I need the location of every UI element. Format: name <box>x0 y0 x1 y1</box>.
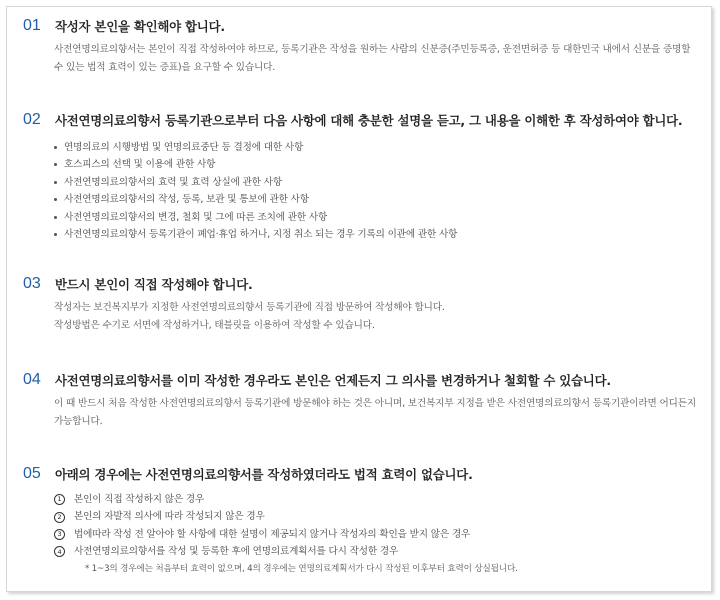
list-item: 연명의료의 시행방법 및 연명의료중단 등 결정에 대한 사항 <box>54 139 699 156</box>
list-item: 3 법에따라 작성 전 알아야 할 사항에 대한 설명이 제공되지 않거나 작성자의 확인을 받지 않은 경우 <box>54 526 699 543</box>
section-number: 04 <box>23 371 41 388</box>
section-title: 반드시 본인이 직접 작성해야 합니다. <box>55 277 253 292</box>
section-03 <box>23 275 699 335</box>
circled-number-icon: 1 <box>54 494 65 505</box>
footnote: * 1~3의 경우에는 처음부터 효력이 없으며, 4의 경우에는 연명의료계획서가 다시 작성된 이후부터 효력이 상실됩니다. <box>85 563 518 574</box>
section-heading <box>23 111 699 129</box>
section-number: 01 <box>23 17 41 34</box>
list-item: 2 본인의 자발적 의사에 따라 작성되지 않은 경우 <box>54 508 699 525</box>
body-line: 작성자는 보건복지부가 지정한 사전연명의료의향서 등록기관에 직접 방문하여 작성해야 합니다. <box>54 302 445 313</box>
section-01 <box>23 17 699 77</box>
invalid-case-list <box>23 491 699 561</box>
list-item: 사전연명의료의향서의 변경, 철회 및 그에 따른 조치에 관한 사항 <box>54 209 699 226</box>
section-body: 사전연명의료의향서는 본인이 직접 작성하여야 하므로, 등록기관은 작성을 원하는 사람의 신분증(주민등록증, 운전면허증 등 대한민국 내에서 신분을 증명할 수 있는 법적 효력이 있는 증표)을 요구할 수 있습니다. <box>54 44 691 73</box>
bullet-icon <box>54 181 57 184</box>
content-frame <box>6 6 712 592</box>
section-heading <box>23 371 699 389</box>
section-number: 05 <box>23 465 41 482</box>
bullet-icon <box>54 198 57 201</box>
section-title: 아래의 경우에는 사전연명의료의향서를 작성하였더라도 법적 효력이 없습니다. <box>55 467 473 482</box>
section-number: 02 <box>23 111 41 128</box>
section-title: 사전연명의료의향서 등록기관으로부터 다음 사항에 대해 충분한 설명을 듣고, 그 내용을 이해한 후 작성하여야 합니다. <box>55 113 683 128</box>
list-item: 호스피스의 선택 및 이용에 관한 사항 <box>54 156 699 173</box>
bullet-icon <box>54 233 57 236</box>
section-title: 작성자 본인을 확인해야 합니다. <box>55 19 225 34</box>
body-line: 작성방법은 수기로 서면에 작성하거나, 태블릿을 이용하여 작성할 수 있습니다. <box>54 320 375 331</box>
section-body: 이 때 반드시 처음 작성한 사전연명의료의향서 등록기관에 방문해야 하는 것은 아니며, 보건복지부 지정을 받은 사전연명의료의향서 등록기관이라면 어디든지 가능합니다. <box>54 398 696 427</box>
bullet-icon <box>54 146 57 149</box>
list-item: 4 사전연명의료의향서를 작성 및 등록한 후에 연명의료계획서를 다시 작성한 경우 <box>54 543 699 560</box>
section-05 <box>23 465 699 577</box>
section-04 <box>23 371 699 431</box>
circled-number-icon: 2 <box>54 512 65 523</box>
section-number: 03 <box>23 275 41 292</box>
section-heading <box>23 17 699 35</box>
circled-number-icon: 4 <box>54 546 65 557</box>
list-item: 사전연명의료의향서의 작성, 등록, 보관 및 통보에 관한 사항 <box>54 191 699 208</box>
circled-number-icon: 3 <box>54 529 65 540</box>
section-body <box>23 299 699 335</box>
bullet-icon <box>54 163 57 166</box>
list-item: 1 본인이 직접 작성하지 않은 경우 <box>54 491 699 508</box>
section-heading <box>23 465 699 483</box>
bullet-icon <box>54 216 57 219</box>
list-item: 사전연명의료의향서의 효력 및 효력 상실에 관한 사항 <box>54 174 699 191</box>
section-02 <box>23 111 699 243</box>
section-title: 사전연명의료의향서를 이미 작성한 경우라도 본인은 언제든지 그 의사를 변경하거나 철회할 수 있습니다. <box>55 373 611 388</box>
list-item: 사전연명의료의향서 등록기관이 폐업·휴업 하거나, 지정 취소 되는 경우 기록의 이관에 관한 사항 <box>54 226 699 243</box>
requirement-list <box>23 139 699 243</box>
section-heading <box>23 275 699 293</box>
